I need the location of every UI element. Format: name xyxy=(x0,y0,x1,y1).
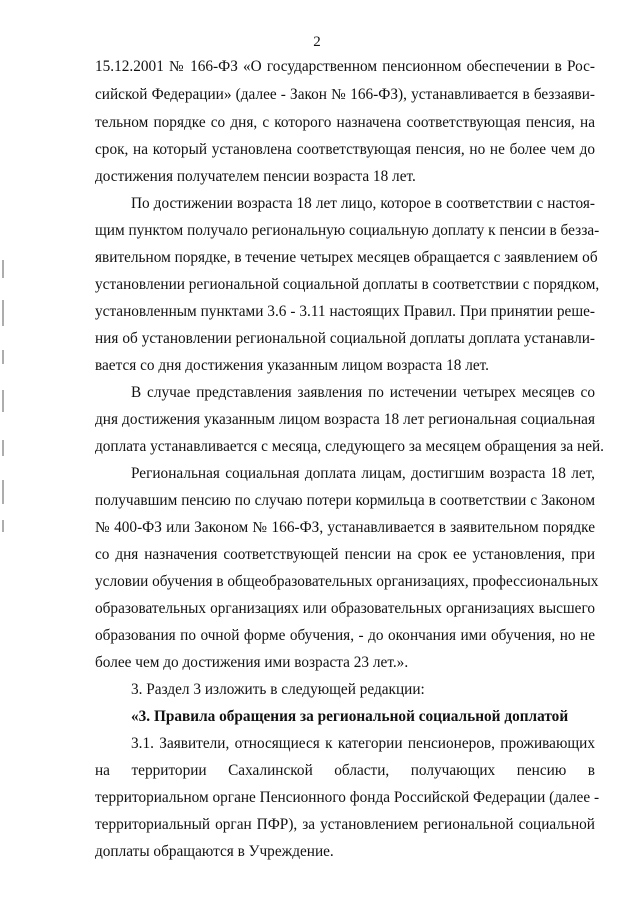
text-line: тельном порядке со дня, с которого назначена соответствующая пенсия, на xyxy=(95,114,595,131)
text-line: По достижении возраста 18 лет лицо, которое в соответствии с настоя- xyxy=(131,195,595,212)
text-line: дня достижения указанным лицом возраста 18 лет региональная социальная xyxy=(95,411,595,428)
text-line: доплата устанавливается с месяца, следующего за месяцем обращения за ней. xyxy=(95,438,605,455)
text-line: вается со дня достижения указанным лицом возраста 18 лет. xyxy=(95,357,489,374)
text-line: ния об установлении региональной социальной доплаты доплата устанавли- xyxy=(95,330,595,347)
text-line: условии обучения в общеобразовательных организациях, профессиональных xyxy=(95,573,599,590)
text-line: достижения получателем пенсии возраста 18 лет. xyxy=(95,168,416,185)
text-line: 3. Раздел 3 изложить в следующей редакции: xyxy=(131,681,425,698)
text-line: 3.1. Заявители, относящиеся к категории пенсионеров, проживающих xyxy=(131,735,595,752)
text-line: № 400-ФЗ или Законом № 166-ФЗ, устанавливается в заявительном порядке xyxy=(95,519,595,536)
text-line: сийской Федерации» (далее - Закон № 166-ФЗ), устанавливается в беззаяви- xyxy=(95,86,595,103)
text-line: на территории Сахалинской области, получающих пенсию в xyxy=(95,762,595,779)
text-line: более чем до достижения ими возраста 23 лет.». xyxy=(95,654,409,671)
page-number: 2 xyxy=(313,34,321,50)
text-line: В случае представления заявления по истечении четырех месяцев со xyxy=(131,384,595,401)
text-line: образования по очной форме обучения, - до окончания ими обучения, но не xyxy=(95,627,595,644)
text-line: установленным пунктами 3.6 - 3.11 настоящих Правил. При принятии реше- xyxy=(95,303,595,320)
text-line: образовательных организациях или образовательных организациях высшего xyxy=(95,600,595,617)
text-line: щим пунктом получало региональную социальную доплату к пенсии в беззa- xyxy=(95,222,600,239)
text-line: доплаты обращаются в Учреждение. xyxy=(95,843,334,860)
text-line: территориальный орган ПФР), за установлением региональной социальной xyxy=(95,816,595,833)
text-line: Региональная социальная доплата лицам, достигшим возраста 18 лет, xyxy=(131,465,595,482)
text-line: установлении региональной социальной доплаты в соответствии с порядком, xyxy=(95,276,600,293)
text-line: 15.12.2001 № 166-ФЗ «О государственном пенсионном обеспечении в Рос- xyxy=(95,58,595,75)
text-line: получавшим пенсию по случаю потери кормильца в соответствии с Законом xyxy=(95,492,595,509)
heading-line: «3. Правила обращения за региональной социальной доплатой xyxy=(131,708,569,725)
text-line: срок, на который установлена соответствующая пенсия, но не более чем до xyxy=(95,141,595,158)
text-line: явительном порядке, в течение четырех месяцев обращается с заявлением об xyxy=(95,249,598,266)
text-line: территориальном органе Пенсионного фонда Российской Федерации (далее - xyxy=(95,789,600,806)
text-line: со дня назначения соответствующей пенсии на срок ее установления, при xyxy=(95,546,595,563)
